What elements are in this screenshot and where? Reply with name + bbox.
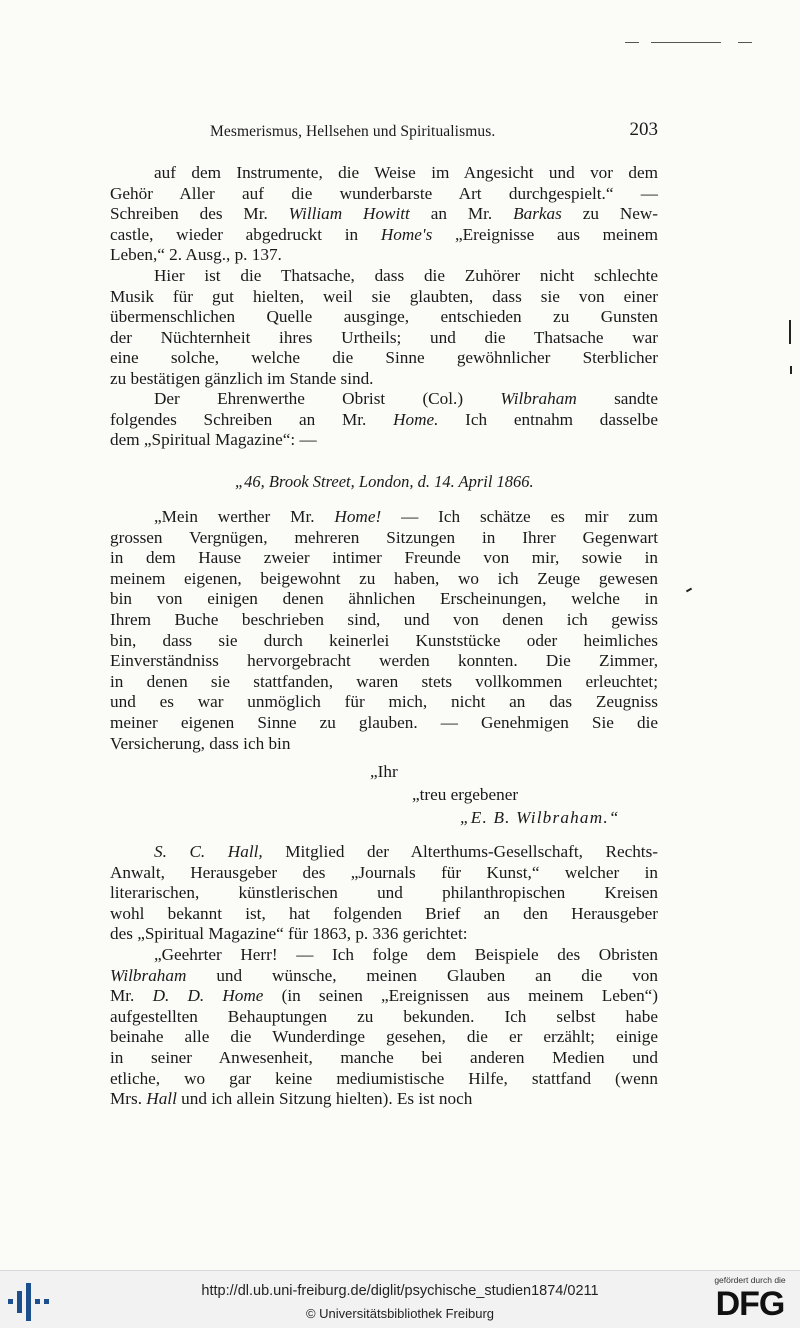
text-line: zu bestätigen gänzlich im Stande sind. — [110, 368, 374, 388]
text-line — [110, 389, 658, 410]
italic-name: William Howitt — [288, 204, 410, 224]
text-line: grossen Vergnügen, mehreren Sitzungen in Ihrer Gegenwart — [110, 527, 658, 547]
text-line: und es war unmöglich für mich, nicht an das Zeugniss — [110, 692, 658, 712]
italic-name: Hall — [146, 1089, 177, 1109]
dfg-caption: gefördert durch die — [714, 1275, 786, 1285]
text-line: der Nüchternheit ihres Urtheils; und die Thatsache war — [110, 327, 658, 347]
running-head — [110, 119, 658, 144]
text-line — [110, 842, 658, 863]
letter-signature: „E. B. Wilbraham.“ — [460, 808, 620, 827]
text-segment: zu New- — [561, 204, 658, 224]
dfg-label: DFG — [715, 1285, 785, 1323]
paragraph-howitt-letter — [110, 163, 658, 266]
text-line: meinem eigenen, beigewohnt zu haben, wo ich Zeuge gewesen — [110, 568, 658, 588]
scan-artifact-rule — [738, 42, 752, 43]
margin-mark — [790, 366, 792, 374]
text-line: des „Spiritual Magazine“ für 1863, p. 336 gerichtet: — [110, 924, 468, 944]
text-line — [110, 410, 658, 431]
text-line: übermenschlichen Quelle ausginge, entschieden zu Gunsten — [110, 307, 658, 327]
text-segment: castle, wieder abgedruckt in — [110, 224, 381, 244]
text-line: etliche, wo gar keine mediumistische Hilfe, stattfand (wenn — [110, 1068, 658, 1088]
text-line: beinahe alle die Wunderdinge gesehen, die er erzählt; einige — [110, 1027, 658, 1047]
text-segment: und ich allein Sitzung hielten). Es ist noch — [176, 1089, 473, 1109]
text-line: bin von einigen denen ähnlichen Erscheinungen, welche in — [110, 589, 658, 609]
text-line: Ihrem Buche beschrieben sind, und von denen ich gewiss — [110, 609, 658, 629]
text-segment: Mitglied der Alterthums-Gesellschaft, Rechts- — [262, 842, 658, 861]
text-segment: (in seinen „Ereignissen aus meinem Leben“) — [263, 986, 659, 1006]
italic-name: Barkas — [513, 204, 562, 224]
text-segment: „Ereignisse aus meinem — [432, 224, 658, 244]
text-line: bin, dass sie durch keinerlei Kunststücke oder heimliches — [110, 630, 658, 650]
paragraph-wilbraham-intro — [110, 389, 658, 451]
paragraph-thatsache — [110, 266, 658, 390]
text-line — [110, 966, 658, 987]
letter-closing-ergebener: „treu ergebener — [412, 785, 519, 804]
text-segment: an Mr. — [409, 204, 514, 224]
text-line: Einverständniss hervorgebracht werden konnten. Die Zimmer, — [110, 651, 658, 671]
logo-block — [44, 1299, 49, 1304]
text-line: Gehör Aller auf die wunderbarste Art durchgespielt.“ — — [110, 183, 658, 203]
italic-name: Wilbraham — [500, 389, 577, 408]
text-line: eine solche, welche die Sinne gewöhnlicher Sterblicher — [110, 348, 658, 368]
page-number: 203 — [629, 119, 658, 140]
text-segment: Mrs. — [110, 1089, 147, 1109]
text-line: Musik für gut hielten, weil sie glaubten, dass sie von einer — [110, 286, 658, 306]
text-segment: Schreiben des Mr. — [110, 204, 289, 224]
text-line: literarischen, künstlerischen und philanthropischen Kreisen — [110, 883, 658, 903]
margin-mark — [686, 588, 692, 593]
paragraph-hall-intro — [110, 842, 658, 945]
text-line: „Geehrter Herr! — Ich folge dem Beispiele des Obristen — [154, 945, 658, 964]
text-line: in dem Hause zweier intimer Freunde von mir, sowie in — [110, 548, 658, 568]
running-title: Mesmerismus, Hellsehen und Spiritualismus. — [210, 123, 496, 140]
copyright-notice: © Universitätsbibliothek Freiburg — [305, 1306, 495, 1321]
viewer-footer — [0, 1270, 800, 1328]
italic-name: S. C. Hall, — [154, 842, 263, 861]
dfg-logo — [706, 1275, 794, 1325]
text-line: aufgestellten Behauptungen zu bekunden. Ich selbst habe — [110, 1006, 658, 1026]
text-line: Versicherung, dass ich bin — [110, 733, 291, 753]
italic-name: Home! — [334, 507, 382, 526]
scan-artifact-rule — [651, 42, 721, 43]
logo-block — [35, 1299, 40, 1304]
margin-mark — [789, 320, 791, 344]
text-line: dem „Spiritual Magazine“: — — [110, 430, 317, 450]
permalink-url[interactable]: http://dl.ub.uni-freiburg.de/diglit/psychische_studien1874/0211 — [201, 1283, 599, 1299]
italic-name: Wilbraham — [110, 965, 187, 985]
text-segment: sandte — [576, 389, 658, 408]
text-segment: Ich entnahm dasselbe — [438, 409, 659, 429]
text-segment: und wünsche, meinen Glauben an die von — [186, 965, 658, 985]
letter-dateline: „46, Brook Street, London, d. 14. April 1866. — [235, 472, 534, 491]
scan-artifact-rule — [625, 42, 639, 43]
text-segment: Mr. — [110, 986, 153, 1006]
text-line: wohl bekannt ist, hat folgenden Brief an den Herausgeber — [110, 903, 658, 923]
text-line: meiner eigenen Sinne zu glauben. — Genehmigen Sie die — [110, 712, 658, 732]
letter-closing-ihr: „Ihr — [370, 762, 398, 781]
italic-name: D. D. Home — [152, 986, 264, 1006]
text-line: auf dem Instrumente, die Weise im Angesicht und vor dem — [154, 163, 658, 182]
text-line: in seiner Anwesenheit, manche bei anderen Medien und — [110, 1047, 658, 1067]
text-line — [110, 986, 658, 1007]
text-line — [110, 507, 658, 528]
italic-name: Home's — [380, 224, 433, 244]
text-segment: „Mein werther Mr. — [154, 507, 335, 526]
text-segment: Der Ehrenwerthe Obrist (Col.) — [154, 389, 501, 408]
text-segment: — Ich schätze es mir zum — [381, 507, 659, 526]
paragraph-hall-letter — [110, 945, 658, 1110]
italic-name: Home. — [393, 409, 439, 429]
text-line — [110, 204, 658, 225]
text-line — [110, 1089, 658, 1110]
text-segment: folgendes Schreiben an Mr. — [110, 409, 394, 429]
paragraph-wilbraham-letter — [110, 507, 658, 754]
text-line: in denen sie stattfanden, waren stets vollkommen erleuchtet; — [110, 671, 658, 691]
text-line: Leben,“ 2. Ausg., p. 137. — [110, 245, 282, 265]
logo-block — [8, 1299, 13, 1304]
text-line: Anwalt, Herausgeber des „Journals für Kunst,“ welcher in — [110, 862, 658, 882]
text-line — [110, 225, 658, 246]
text-line: Hier ist die Thatsache, dass die Zuhörer nicht schlechte — [154, 266, 658, 285]
